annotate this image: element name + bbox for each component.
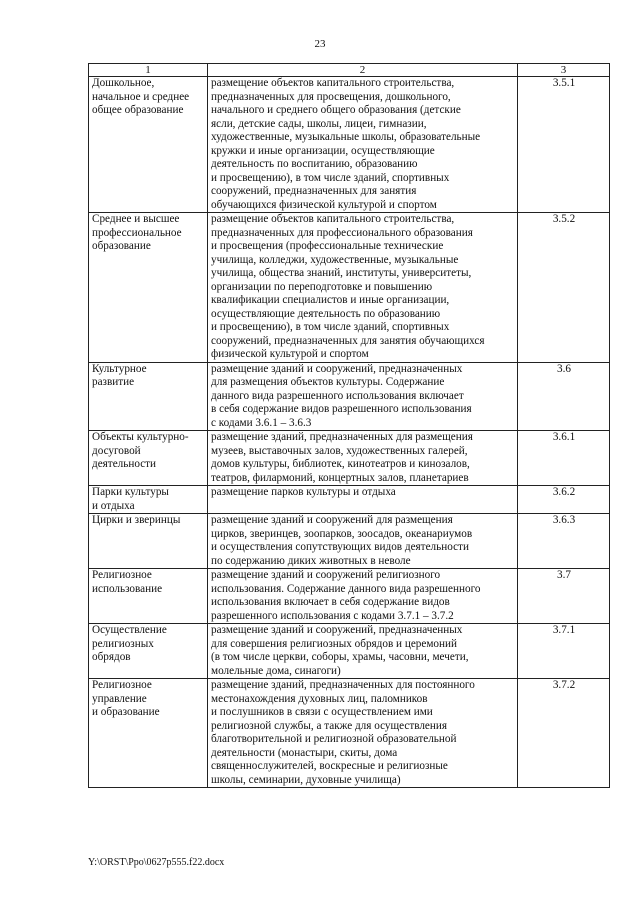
use-description-cell: размещение парков культуры и отдыха [208,486,518,514]
land-use-table [88,63,610,788]
use-code-cell: 3.7.2 [518,679,610,788]
column-header-1: 1 [89,64,208,77]
column-header-3: 3 [518,64,610,77]
use-description-cell: размещение зданий и сооружений, предназначенных для размещения объектов культуры. Содержание данного вида разрешенного использования включает в себя содержание видов разрешенного использования с кодами 3.6.1 – 3.6.3 [208,362,518,431]
use-code-cell: 3.5.2 [518,213,610,363]
use-description-cell: размещение зданий и сооружений для размещения цирков, зверинцев, зоопарков, зоосадов, океанариумов и осуществления сопутствующих видов деятельности по содержанию диких животных в неволе [208,514,518,569]
use-description-cell: размещение зданий и сооружений, предназначенных для совершения религиозных обрядов и церемоний (в том числе церкви, соборы, храмы, часовни, мечети, молельные дома, синагоги) [208,624,518,679]
use-name-cell: Религиозное управление и образование [89,679,208,788]
use-name-cell: Культурное развитие [89,362,208,431]
use-name-cell: Парки культуры и отдыха [89,486,208,514]
use-name-cell: Объекты культурно- досуговой деятельности [89,431,208,486]
use-code-cell: 3.5.1 [518,77,610,213]
table-row [89,486,610,514]
use-description-cell: размещение объектов капитального строительства, предназначенных для просвещения, дошкольного, начального и среднего общего образования (детские ясли, детские сады, школы, лицеи, гимназии, художественные, музыкальные школы, образовательные кружки и иные организации, осуществляющие деятельность по воспитанию, образованию и просвещению), в том числе зданий, спортивных сооружений, предназначенных для занятия обучающихся физической культурой и спортом [208,77,518,213]
table-row [89,362,610,431]
table-row [89,77,610,213]
use-code-cell: 3.6 [518,362,610,431]
document-path-footer: Y:\ORST\Ppo\0627p555.f22.docx [88,857,225,868]
use-code-cell: 3.7.1 [518,624,610,679]
table-header-row [89,64,610,77]
use-code-cell: 3.6.3 [518,514,610,569]
table-row [89,569,610,624]
use-name-cell: Цирки и зверинцы [89,514,208,569]
use-description-cell: размещение объектов капитального строительства, предназначенных для профессионального образования и просвещения (профессиональные технические училища, колледжи, художественные, музыкальные училища, общества знаний, институты, университеты, организации по переподготовке и повышению квалификации специалистов и иные организации, осуществляющие деятельность по образованию и просвещению), в том числе зданий, спортивных сооружений, предназначенных для занятия обучающихся физической культурой и спортом [208,213,518,363]
use-description-cell: размещение зданий, предназначенных для размещения музеев, выставочных залов, художественных галерей, домов культуры, библиотек, кинотеатров и кинозалов, театров, филармоний, концертных залов, планетариев [208,431,518,486]
table-row [89,624,610,679]
use-code-cell: 3.7 [518,569,610,624]
use-description-cell: размещение зданий, предназначенных для постоянного местонахождения духовных лиц, паломников и послушников в связи с осуществлением ими религиозной службы, а также для осуществления благотворительной и религиозной образовательной деятельности (монастыри, скиты, дома священнослужителей, воскресные и религиозные школы, семинарии, духовные училища) [208,679,518,788]
use-name-cell: Дошкольное, начальное и среднее общее образование [89,77,208,213]
table-row [89,431,610,486]
use-code-cell: 3.6.1 [518,431,610,486]
table-row [89,514,610,569]
use-code-cell: 3.6.2 [518,486,610,514]
use-description-cell: размещение зданий и сооружений религиозного использования. Содержание данного вида разрешенного использования включает в себя содержание видов разрешенного использования с кодами 3.7.1 – 3.7.2 [208,569,518,624]
table-row [89,679,610,788]
use-name-cell: Осуществление религиозных обрядов [89,624,208,679]
use-name-cell: Среднее и высшее профессиональное образование [89,213,208,363]
column-header-2: 2 [208,64,518,77]
table-row [89,213,610,363]
use-name-cell: Религиозное использование [89,569,208,624]
page-number: 23 [314,38,326,50]
